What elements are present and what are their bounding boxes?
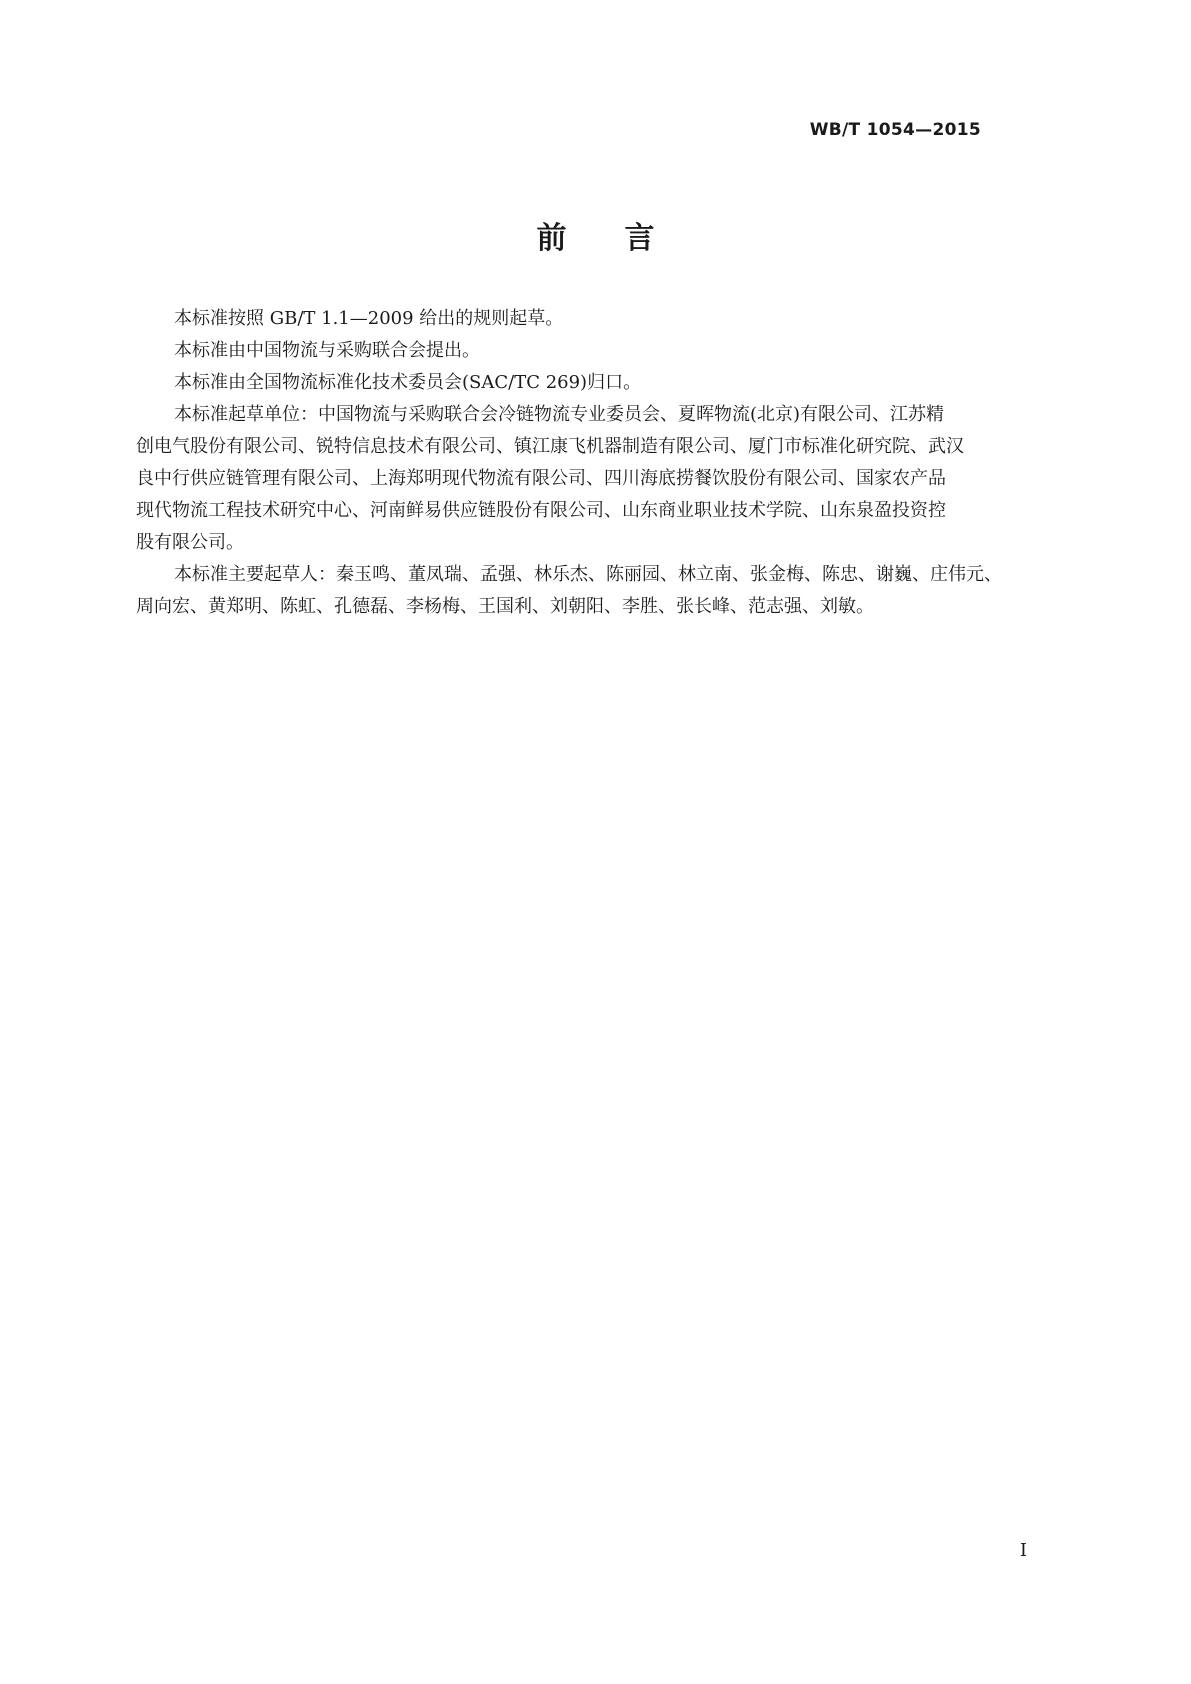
paragraph-line: 创电气股份有限公司、锐特信息技术有限公司、镇江康飞机器制造有限公司、厦门市标准化研究院、武汉 (136, 436, 964, 457)
paragraph-line: 股有限公司。 (136, 532, 244, 553)
page-number: I (1019, 1540, 1027, 1561)
paragraph-line: 本标准按照 GB/T 1.1—2009 给出的规则起草。 (174, 308, 564, 329)
paragraph-line: 现代物流工程技术研究中心、河南鲜易供应链股份有限公司、山东商业职业技术学院、山东泉盈投资控 (136, 500, 946, 521)
paragraph-line: 本标准由中国物流与采购联合会提出。 (174, 340, 480, 361)
paragraph-drafting-units (136, 399, 1056, 559)
page-title (0, 213, 1191, 257)
paragraph-proposed-by (136, 335, 1056, 367)
title-char-2: 言 (624, 221, 655, 256)
title-char-1: 前 (536, 221, 567, 256)
paragraph-line: 本标准由全国物流标准化技术委员会(SAC/TC 269)归口。 (174, 372, 642, 393)
paragraph-drafting-rules (136, 303, 1056, 335)
paragraph-line: 良中行供应链管理有限公司、上海郑明现代物流有限公司、四川海底捞餐饮股份有限公司、国家农产品 (136, 468, 946, 489)
paragraph-governed-by (136, 367, 1056, 399)
paragraph-main-drafters (136, 559, 1056, 623)
paragraph-line: 周向宏、黄郑明、陈虹、孔德磊、李杨梅、王国利、刘朝阳、李胜、张长峰、范志强、刘敏。 (136, 596, 874, 617)
standard-code: WB/T 1054—2015 (809, 120, 981, 140)
foreword-body (136, 303, 1056, 623)
paragraph-line: 本标准主要起草人：秦玉鸣、董凤瑞、孟强、林乐杰、陈丽园、林立南、张金梅、陈忠、谢巍、庄伟元、 (174, 564, 1002, 585)
paragraph-line: 本标准起草单位：中国物流与采购联合会冷链物流专业委员会、夏晖物流(北京)有限公司、江苏精 (174, 404, 945, 425)
